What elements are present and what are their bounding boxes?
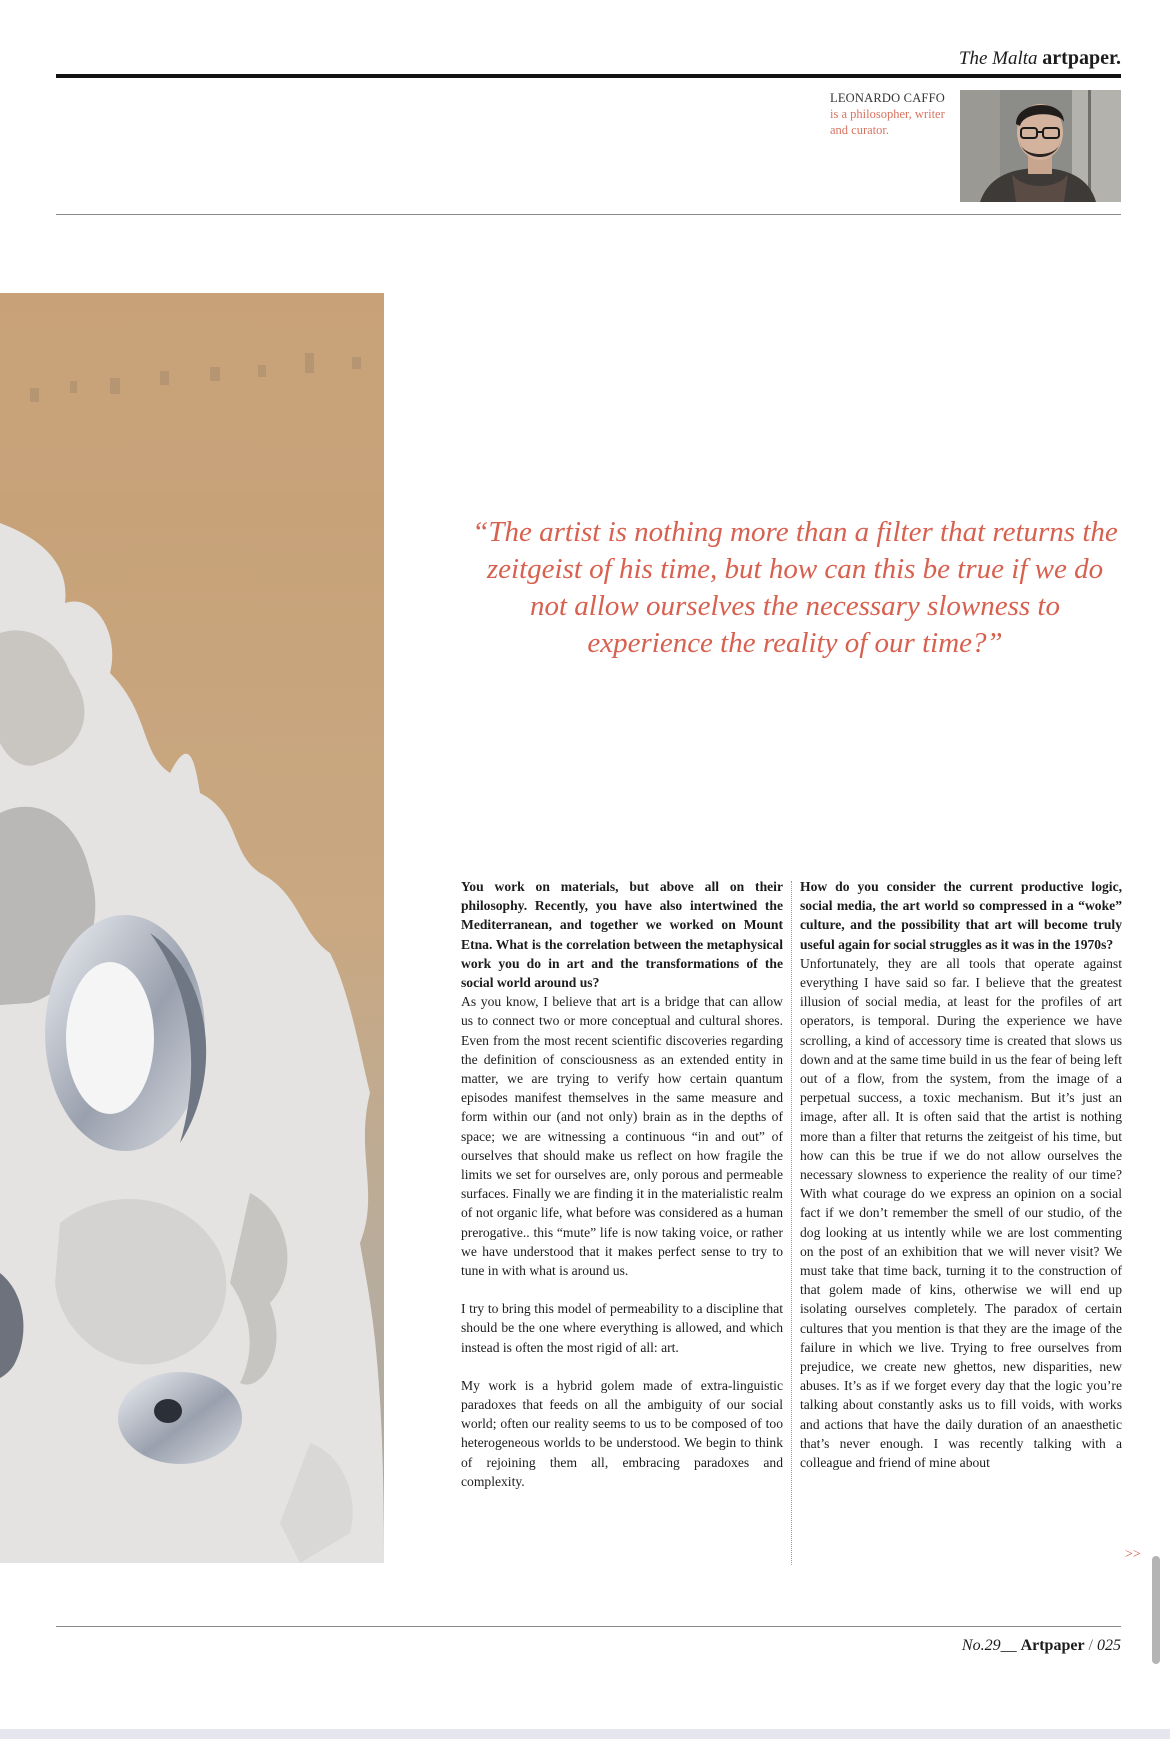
interview-answer: As you know, I believe that art is a bridge that can allow us to connect two or more conceptual and cultural shores. Even from the most recent scientific discoveries regarding the definition of consciousness as an extended entity in matter, we are trying to verify how certain quantum episodes manifest themselves in the same measure and form within our (and not only) brain as in the depths of space; we are witnessing a continuous “in and out” of ourselves that should make us reflect on how fragile the limits we set for ourselves are, only porous and permeable surfaces. Finally we are finding it in the materialistic realm of not organic life, what before was considered as a human prerogative.. this “mute” life is now taking voice, or rather we have understood that it makes perfect sense to try to tune in with what is around us. (461, 994, 783, 1279)
interview-question: How do you consider the current productive logic, social media, the art world so compressed in a “woke” culture, and the possibility that art will become truly useful again for social struggles as it was in the 1970s? (800, 879, 1122, 952)
masthead (959, 47, 1121, 70)
page-folio: No.29__ Artpaper / 025 (961, 1637, 1121, 1654)
author-bio (830, 90, 955, 138)
footer-rule (56, 1626, 1121, 1627)
author-description: is a philosopher, writer and curator. (830, 107, 945, 137)
interview-question: You work on materials, but above all on their philosophy. Recently, you have also intertwined the Mediterranean, and together we worked on Mount Etna. What is the correlation between the metaphysical work you do in art and the transformations of the social world around us? (461, 879, 783, 991)
author-name: LEONARDO CAFFO (830, 91, 945, 105)
interview-answer: I try to bring this model of permeability to a discipline that should be the one where everything is allowed, and which instead is often the most rigid of all: art. (461, 1301, 783, 1355)
header-bottom-rule (56, 214, 1121, 215)
folio-brand: Artpaper (1020, 1637, 1085, 1654)
author-portrait (960, 90, 1121, 202)
folio-separator: / (1088, 1637, 1093, 1654)
pull-quote: “The artist is nothing more than a filter that returns the zeitgeist of his time, but how can this be true if we do not allow ourselves the necessary slowness to experience the reality of our time?” (472, 516, 1118, 659)
header-rule (56, 74, 1121, 78)
masthead-prefix: The Malta (958, 48, 1038, 69)
interview-answer: Unfortunately, they are all tools that operate against everything I have said so far. I believe that the greatest illusion of social media, at least for the profiles of art operators, is temporal. During the experience we have scrolling, a kind of accessory time is created that slows us down and at the same time build in us the fear of being left out of a flow, from the system, from the image of a perpetual success, a toxic mechanism. But it’s just an image, after all. It is often said that the artist is nothing more than a filter that returns the zeitgeist of his time, but how can this be true if we do not allow ourselves the necessary slowness to experience the reality of our time? With what courage do we express an opinion on a social fact if we don’t remember the smell of our studio, of the dog looking at us intently while we are lost commenting on the post of an exhibition that we will never visit? We must take that time back, turning it to the construction of that golem made of kins, otherwise we will end up isolating ourselves completely. The paradox of certain cultures that you mention is that they are the image of the failure in which we live. Trying to free ourselves from prejudice, we create new ghettos, new disparities, new abuses. It’s as if we forget every day that the logic you’re talking about constantly asks us to fill voids, with works and actions that have the daily duration of an anaesthetic that’s never enough. I was recently talking with a colleague and friend of mine about (800, 955, 1122, 1471)
sculpture-photo (0, 293, 384, 1563)
interview-answer: My work is a hybrid golem made of extra-linguistic paradoxes that feeds on all the ambiguity of our social world; often our reality seems to us to be composed of too heterogeneous worlds to be understood. We begin to think of rejoining them all, embracing paradoxes and complexity. (461, 1377, 783, 1489)
scrollbar-thumb[interactable] (1152, 1556, 1160, 1664)
page-number: 025 (1097, 1637, 1121, 1654)
article-column-right (800, 877, 1122, 1472)
masthead-brand: artpaper. (1042, 47, 1121, 69)
viewer-bottom-bar (0, 1729, 1170, 1739)
issue-number: No.29 (961, 1637, 1001, 1654)
continue-marker: >> (1125, 1547, 1141, 1562)
column-divider (791, 881, 792, 1565)
article-column-left (461, 877, 783, 1491)
